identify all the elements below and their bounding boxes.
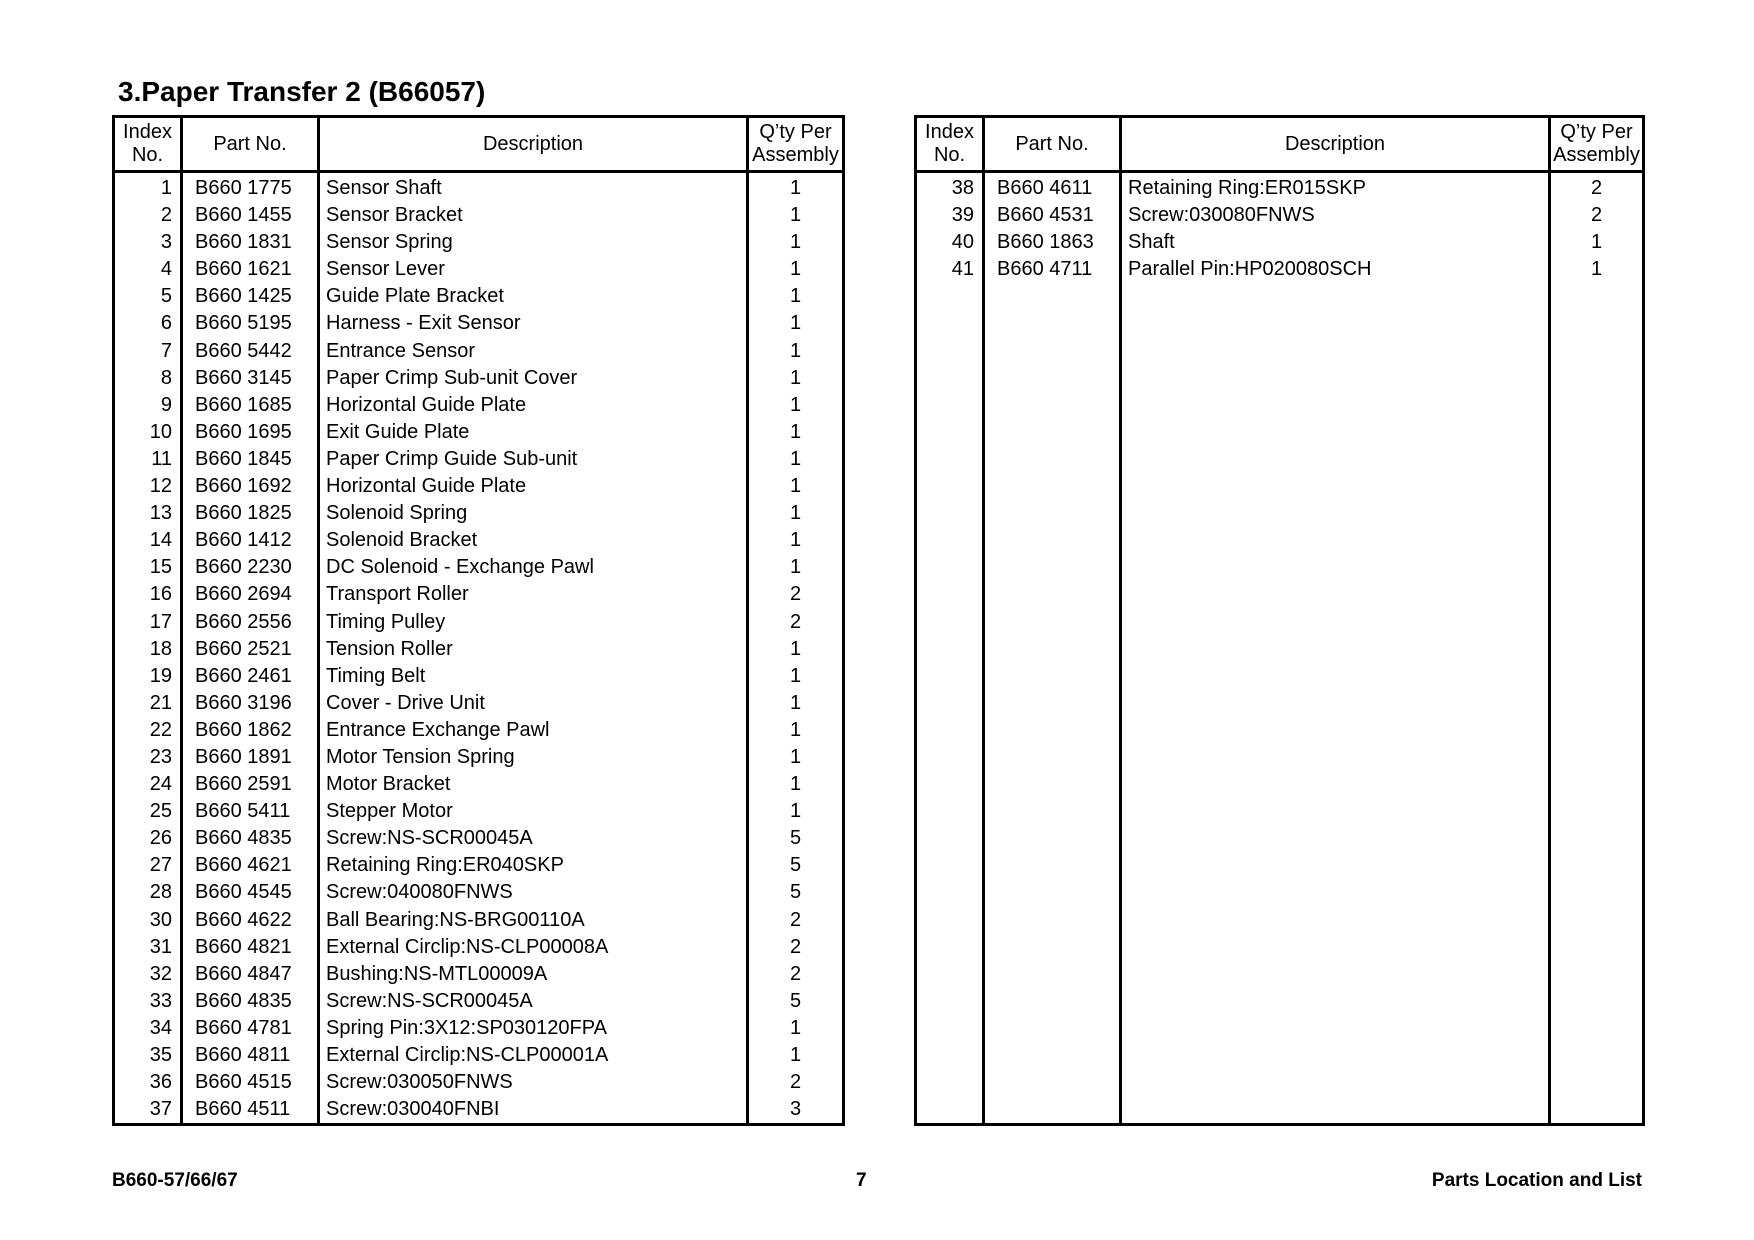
qty-cell: 1 (748, 229, 844, 256)
table-row (114, 1096, 844, 1125)
index-cell: 4 (114, 256, 182, 283)
qty-cell: 1 (748, 1015, 844, 1042)
part-no-cell: B660 4531 (984, 202, 1121, 229)
header-qty-line1: Q’ty Per (759, 121, 832, 143)
part-no-cell: B660 3196 (182, 690, 319, 717)
part-no-cell: B660 4611 (984, 172, 1121, 203)
qty-cell: 1 (748, 392, 844, 419)
table-row (114, 798, 844, 825)
header-qty (748, 117, 844, 172)
part-no-cell: B660 5195 (182, 310, 319, 337)
qty-cell: 2 (1550, 172, 1644, 203)
part-no-cell: B660 1862 (182, 717, 319, 744)
qty-cell: 2 (1550, 202, 1644, 229)
index-cell: 12 (114, 473, 182, 500)
part-no-cell: B660 4511 (182, 1096, 319, 1125)
table-row (114, 392, 844, 419)
table-row (114, 554, 844, 581)
part-no-cell: B660 2461 (182, 663, 319, 690)
part-no-cell: B660 4835 (182, 825, 319, 852)
index-cell: 5 (114, 283, 182, 310)
table-row (114, 663, 844, 690)
table-row (114, 310, 844, 337)
table-row (114, 690, 844, 717)
qty-cell: 1 (748, 798, 844, 825)
index-cell: 10 (114, 419, 182, 446)
parts-table-left-body (114, 172, 844, 1125)
table-row (916, 202, 1644, 229)
qty-cell: 1 (748, 202, 844, 229)
index-cell: 40 (916, 229, 984, 256)
header-index-line2: No. (131, 144, 164, 166)
description-cell: External Circlip:NS-CLP00001A (319, 1042, 748, 1069)
qty-cell: 1 (748, 717, 844, 744)
part-no-cell: B660 1695 (182, 419, 319, 446)
part-no-cell: B660 4622 (182, 907, 319, 934)
index-cell: 13 (114, 500, 182, 527)
index-cell: 14 (114, 527, 182, 554)
description-cell: Stepper Motor (319, 798, 748, 825)
part-no-cell: B660 1831 (182, 229, 319, 256)
part-no-cell: B660 4781 (182, 1015, 319, 1042)
description-cell: Screw:NS-SCR00045A (319, 825, 748, 852)
qty-cell: 1 (748, 365, 844, 392)
index-cell: 19 (114, 663, 182, 690)
index-cell: 36 (114, 1069, 182, 1096)
index-cell: 35 (114, 1042, 182, 1069)
description-cell: External Circlip:NS-CLP00008A (319, 934, 748, 961)
table-row (114, 1069, 844, 1096)
qty-cell: 2 (748, 581, 844, 608)
part-no-cell: B660 1891 (182, 744, 319, 771)
header-index (916, 117, 984, 172)
header-description: Description (319, 117, 748, 172)
part-no-cell: B660 4621 (182, 852, 319, 879)
parts-table-left (112, 115, 845, 1126)
index-cell: 17 (114, 609, 182, 636)
description-cell: Harness - Exit Sensor (319, 310, 748, 337)
footer-page-number: 7 (856, 1170, 867, 1191)
description-cell: Timing Belt (319, 663, 748, 690)
table-header-row (114, 117, 844, 172)
qty-cell: 1 (748, 256, 844, 283)
index-cell: 27 (114, 852, 182, 879)
table-row (114, 852, 844, 879)
qty-cell: 1 (748, 690, 844, 717)
part-no-cell: B660 2694 (182, 581, 319, 608)
parts-table-right-body (916, 172, 1644, 1125)
part-no-cell: B660 1845 (182, 446, 319, 473)
description-cell: Motor Tension Spring (319, 744, 748, 771)
table-row (114, 581, 844, 608)
description-cell: Horizontal Guide Plate (319, 392, 748, 419)
part-no-cell: B660 1863 (984, 229, 1121, 256)
part-no-cell: B660 4515 (182, 1069, 319, 1096)
description-cell: Parallel Pin:HP020080SCH (1121, 256, 1550, 283)
table-row (114, 636, 844, 663)
header-qty-line1: Q’ty Per (1560, 121, 1633, 143)
index-cell: 41 (916, 256, 984, 283)
header-index-line2: No. (933, 144, 966, 166)
qty-cell: 1 (748, 338, 844, 365)
table-row (114, 717, 844, 744)
description-cell: Motor Bracket (319, 771, 748, 798)
qty-cell: 1 (748, 1042, 844, 1069)
table-row (114, 365, 844, 392)
footer-model-number: B660-57/66/67 (112, 1170, 238, 1191)
part-no-cell: B660 2591 (182, 771, 319, 798)
index-cell: 8 (114, 365, 182, 392)
description-cell: Screw:030040FNBI (319, 1096, 748, 1125)
qty-cell: 5 (748, 879, 844, 906)
empty-cell (916, 283, 984, 1125)
description-cell: Screw:030050FNWS (319, 1069, 748, 1096)
footer-section-title: Parts Location and List (1431, 1170, 1642, 1191)
description-cell: Shaft (1121, 229, 1550, 256)
part-no-cell: B660 4821 (182, 934, 319, 961)
qty-cell: 1 (1550, 229, 1644, 256)
part-no-cell: B660 4835 (182, 988, 319, 1015)
header-qty (1550, 117, 1644, 172)
table-row (114, 172, 844, 203)
header-index-line1: Index (925, 121, 974, 143)
index-cell: 38 (916, 172, 984, 203)
table-row (114, 879, 844, 906)
table-row (114, 609, 844, 636)
qty-cell: 2 (748, 934, 844, 961)
qty-cell: 1 (748, 500, 844, 527)
part-no-cell: B660 2230 (182, 554, 319, 581)
index-cell: 21 (114, 690, 182, 717)
table-row (114, 256, 844, 283)
table-row (114, 202, 844, 229)
table-row (114, 988, 844, 1015)
description-cell: Paper Crimp Sub-unit Cover (319, 365, 748, 392)
description-cell: Entrance Exchange Pawl (319, 717, 748, 744)
table-row (114, 1015, 844, 1042)
table-row (114, 419, 844, 446)
index-cell: 26 (114, 825, 182, 852)
table-row (114, 934, 844, 961)
header-index-line1: Index (123, 121, 172, 143)
part-no-cell: B660 1621 (182, 256, 319, 283)
description-cell: Bushing:NS-MTL00009A (319, 961, 748, 988)
parts-table-right (914, 115, 1645, 1126)
qty-cell: 1 (748, 527, 844, 554)
table-row (114, 500, 844, 527)
qty-cell: 1 (748, 744, 844, 771)
description-cell: Ball Bearing:NS-BRG00110A (319, 907, 748, 934)
table-row (916, 256, 1644, 283)
description-cell: Sensor Lever (319, 256, 748, 283)
description-cell: DC Solenoid - Exchange Pawl (319, 554, 748, 581)
qty-cell: 1 (748, 554, 844, 581)
description-cell: Sensor Bracket (319, 202, 748, 229)
description-cell: Sensor Shaft (319, 172, 748, 203)
index-cell: 2 (114, 202, 182, 229)
index-cell: 22 (114, 717, 182, 744)
qty-cell: 1 (748, 636, 844, 663)
table-row (114, 961, 844, 988)
part-no-cell: B660 1692 (182, 473, 319, 500)
qty-cell: 5 (748, 988, 844, 1015)
index-cell: 24 (114, 771, 182, 798)
index-cell: 1 (114, 172, 182, 203)
part-no-cell: B660 5411 (182, 798, 319, 825)
table-row (114, 744, 844, 771)
table-header-row (916, 117, 1644, 172)
part-no-cell: B660 4545 (182, 879, 319, 906)
part-no-cell: B660 2556 (182, 609, 319, 636)
table-row (114, 527, 844, 554)
qty-cell: 5 (748, 825, 844, 852)
qty-cell: 1 (748, 172, 844, 203)
index-cell: 16 (114, 581, 182, 608)
table-row (114, 446, 844, 473)
description-cell: Transport Roller (319, 581, 748, 608)
index-cell: 34 (114, 1015, 182, 1042)
part-no-cell: B660 1425 (182, 283, 319, 310)
index-cell: 6 (114, 310, 182, 337)
qty-cell: 2 (748, 1069, 844, 1096)
index-cell: 7 (114, 338, 182, 365)
index-cell: 32 (114, 961, 182, 988)
header-description: Description (1121, 117, 1550, 172)
part-no-cell: B660 1412 (182, 527, 319, 554)
empty-cell (1121, 283, 1550, 1125)
description-cell: Paper Crimp Guide Sub-unit (319, 446, 748, 473)
qty-cell: 1 (748, 419, 844, 446)
table-row (114, 283, 844, 310)
table-row (114, 1042, 844, 1069)
qty-cell: 1 (748, 446, 844, 473)
table-row (916, 172, 1644, 203)
description-cell: Horizontal Guide Plate (319, 473, 748, 500)
part-no-cell: B660 4847 (182, 961, 319, 988)
description-cell: Sensor Spring (319, 229, 748, 256)
description-cell: Exit Guide Plate (319, 419, 748, 446)
qty-cell: 1 (748, 283, 844, 310)
description-cell: Screw:NS-SCR00045A (319, 988, 748, 1015)
qty-cell: 1 (748, 473, 844, 500)
description-cell: Entrance Sensor (319, 338, 748, 365)
part-no-cell: B660 1775 (182, 172, 319, 203)
qty-cell: 2 (748, 907, 844, 934)
index-cell: 3 (114, 229, 182, 256)
index-cell: 33 (114, 988, 182, 1015)
index-cell: 11 (114, 446, 182, 473)
part-no-cell: B660 2521 (182, 636, 319, 663)
description-cell: Screw:040080FNWS (319, 879, 748, 906)
qty-cell: 1 (1550, 256, 1644, 283)
part-no-cell: B660 1825 (182, 500, 319, 527)
description-cell: Solenoid Bracket (319, 527, 748, 554)
description-cell: Tension Roller (319, 636, 748, 663)
part-no-cell: B660 1455 (182, 202, 319, 229)
table-filler-row (916, 283, 1644, 1125)
qty-cell: 1 (748, 663, 844, 690)
index-cell: 9 (114, 392, 182, 419)
header-qty-line2: Assembly (752, 144, 839, 166)
empty-cell (1550, 283, 1644, 1125)
index-cell: 23 (114, 744, 182, 771)
description-cell: Retaining Ring:ER040SKP (319, 852, 748, 879)
empty-cell (984, 283, 1121, 1125)
index-cell: 39 (916, 202, 984, 229)
qty-cell: 2 (748, 609, 844, 636)
qty-cell: 1 (748, 771, 844, 798)
description-cell: Cover - Drive Unit (319, 690, 748, 717)
part-no-cell: B660 4811 (182, 1042, 319, 1069)
part-no-cell: B660 3145 (182, 365, 319, 392)
table-row (114, 825, 844, 852)
table-row (114, 473, 844, 500)
header-part-no: Part No. (984, 117, 1121, 172)
header-index (114, 117, 182, 172)
table-row (916, 229, 1644, 256)
index-cell: 30 (114, 907, 182, 934)
index-cell: 18 (114, 636, 182, 663)
table-row (114, 229, 844, 256)
table-row (114, 338, 844, 365)
index-cell: 37 (114, 1096, 182, 1125)
table-row (114, 907, 844, 934)
part-no-cell: B660 1685 (182, 392, 319, 419)
part-no-cell: B660 5442 (182, 338, 319, 365)
index-cell: 31 (114, 934, 182, 961)
index-cell: 28 (114, 879, 182, 906)
description-cell: Guide Plate Bracket (319, 283, 748, 310)
qty-cell: 2 (748, 961, 844, 988)
qty-cell: 1 (748, 310, 844, 337)
index-cell: 25 (114, 798, 182, 825)
part-no-cell: B660 4711 (984, 256, 1121, 283)
header-part-no: Part No. (182, 117, 319, 172)
page-title: 3.Paper Transfer 2 (B66057) (118, 76, 486, 107)
qty-cell: 5 (748, 852, 844, 879)
description-cell: Solenoid Spring (319, 500, 748, 527)
table-row (114, 771, 844, 798)
index-cell: 15 (114, 554, 182, 581)
header-qty-line2: Assembly (1553, 144, 1640, 166)
qty-cell: 3 (748, 1096, 844, 1125)
description-cell: Screw:030080FNWS (1121, 202, 1550, 229)
description-cell: Retaining Ring:ER015SKP (1121, 172, 1550, 203)
description-cell: Spring Pin:3X12:SP030120FPA (319, 1015, 748, 1042)
description-cell: Timing Pulley (319, 609, 748, 636)
